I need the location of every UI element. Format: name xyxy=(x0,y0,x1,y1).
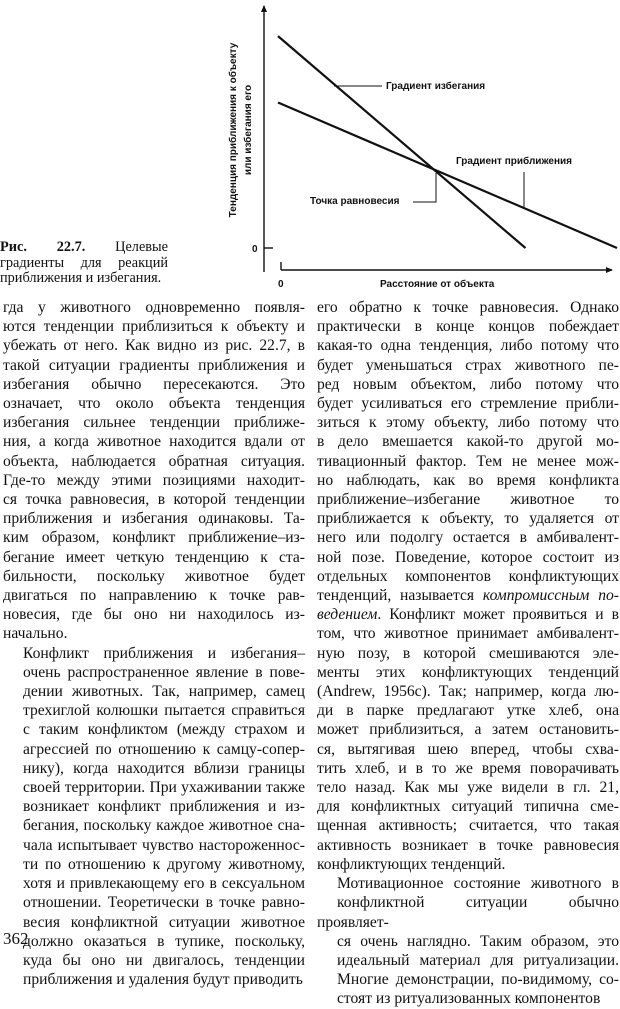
text-line: идеальный материал для ритуализации. xyxy=(337,951,619,969)
text-line: дении животных. Так, например, самец xyxy=(23,683,305,701)
text-line: бильности, поскольку животное будет xyxy=(3,567,305,585)
paragraph xyxy=(3,298,305,644)
paragraph xyxy=(3,644,305,990)
text-line: ются тенденции приблизиться к объекту и xyxy=(3,318,305,336)
y-axis-label-line-2: или избегания его xyxy=(243,84,254,176)
text-line: приближения и удаления будут приводить xyxy=(23,971,303,989)
text-line: ведением. Конфликт может проявиться и в xyxy=(317,606,619,624)
paragraph xyxy=(317,874,619,1008)
text-line: нику), когда находится вблизи границы xyxy=(23,759,305,777)
text-line: бегание имеет четкую тенденцию к ста- xyxy=(3,548,305,566)
text-line: тить хлеб, и в то же время поворачивать xyxy=(317,759,619,777)
text-line: Мотивационное состояние животного в xyxy=(337,875,619,893)
text-line: какая-то одна тенденция, либо потому что xyxy=(317,337,619,355)
text-line: ди в парке предлагают утке хлеб, она xyxy=(317,702,619,720)
text-line: тело назад. Как мы уже видели в гл. 21, xyxy=(317,779,619,797)
text-line: может приблизиться, а затем остановить- xyxy=(317,721,619,739)
text-line: Конфликт приближения и избегания– xyxy=(23,644,305,662)
text-line: избегания сильнее тенденции приближе- xyxy=(3,414,305,432)
text-line: его обратно к точке равновесия. Однако xyxy=(317,299,619,316)
text-line: стоят из ритуализованных компонентов xyxy=(337,990,601,1008)
figure-caption xyxy=(0,240,168,287)
figure-22-7 xyxy=(0,0,620,290)
text-line: такой ситуации градиенты приближения и xyxy=(3,356,305,374)
text-line: начально. xyxy=(3,625,68,643)
text-line: ную позу, в которой смешиваются эле- xyxy=(317,644,619,662)
text-line: убежать от него. Как видно из рис. 22.7, в xyxy=(3,337,305,355)
text-line: должно оказаться в тупике, поскольку, xyxy=(23,932,305,950)
left-text-column xyxy=(3,298,305,989)
text-line: него или подолгу остается в амбивалент- xyxy=(317,529,619,547)
text-line: ред новым объектом, либо потому что xyxy=(317,375,619,393)
text-line: ким образом, конфликт приближение–из- xyxy=(3,529,305,547)
text-line: для конфликтных ситуаций типична сме- xyxy=(317,798,619,816)
text-line: избегания обычно пересекаются. Это xyxy=(3,375,305,393)
text-line: ния, а когда животное находится вдали от xyxy=(3,433,305,451)
text-line: куда бы оно ни двигалось, тенденции xyxy=(23,951,305,969)
text-line: весия конфликтной ситуации животное xyxy=(23,913,305,931)
text-line: приближение–избегание животное то xyxy=(317,491,619,509)
text-line: трехиглой колюшки пытается справиться xyxy=(23,702,305,720)
text-line: том, что животное принимает амбивалент- xyxy=(317,625,619,643)
text-line: в дело вмешается какой-то другой мо- xyxy=(317,433,619,451)
page-number: 362 xyxy=(3,929,29,948)
text-line: тивационный фактор. Тем не менее мож- xyxy=(317,452,619,470)
caption-text: Целевые градиенты для реакций приближения и избегания. xyxy=(0,239,168,286)
x-axis-label: Расстояние от объекта xyxy=(380,279,495,290)
text-line: будет усиливаться его стремление прибли- xyxy=(317,395,619,413)
text-line: практически в конце концов побеждает xyxy=(317,318,619,336)
text-line: зиться к этому объекту, либо потому что xyxy=(317,414,619,432)
approach-gradient-label: Градиент приближения xyxy=(456,156,572,167)
y-tick-label: 0 xyxy=(252,244,258,255)
text-line: бегания, поскольку каждое животное сна- xyxy=(23,817,305,835)
text-line: ся, вытягивая шею вперед, чтобы схва- xyxy=(317,740,619,758)
text-line: щенная активность; считается, что такая xyxy=(317,817,619,835)
text-line: активность возникает в точке равновесия xyxy=(317,836,619,854)
text-line: приближается к объекту, то удаляется от xyxy=(317,510,619,528)
avoidance-gradient-label: Градиент избегания xyxy=(386,81,486,92)
text-line: (Andrew, 1956c). Так; например, когда лю- xyxy=(317,683,619,701)
text-line: ти по отношению к другому животному, xyxy=(23,855,305,873)
y-axis-label-line-1: Тенденция приближения к объекту xyxy=(228,42,239,218)
text-line: очень распространенное явление в пове- xyxy=(23,663,305,681)
text-line: агрессией по отношению к самцу-сопер- xyxy=(23,740,305,758)
text-line: Где-то между этими позициями находит- xyxy=(3,471,305,489)
equilibrium-leader xyxy=(413,173,436,202)
caption-label: Рис. 22.7. xyxy=(0,239,86,255)
x-tick-label: 0 xyxy=(278,279,284,290)
right-text-column xyxy=(317,298,619,1009)
text-line: конфликтующих тенденций. xyxy=(317,855,506,873)
text-line: приближения и избегания одинаковы. Та- xyxy=(3,510,305,528)
text-line: своей территории. При ухаживании также xyxy=(23,779,305,797)
text-line: ной позе. Поведение, которое состоит из xyxy=(317,548,619,566)
text-line: объекта, наблюдается обратная ситуация. xyxy=(3,452,305,470)
text-line: но наблюдать, как во время конфликта xyxy=(317,471,619,489)
avoidance-gradient-line xyxy=(278,36,525,248)
approach-gradient-line xyxy=(278,102,617,248)
text-line: двигаться по направлению к точке рав- xyxy=(3,587,305,605)
text-line: менты этих конфликтующих тенденций xyxy=(317,663,619,681)
text-line: означает, что около объекта тенденция xyxy=(3,395,305,413)
paragraph xyxy=(317,298,619,874)
text-line: будет уменьшаться страх животного пе- xyxy=(317,356,619,374)
equilibrium-point-label: Точка равновесия xyxy=(310,196,400,207)
text-line: гда у животного одновременно появля- xyxy=(3,299,305,316)
text-line: конфликтной ситуации обычно проявляет- xyxy=(317,894,619,931)
text-line: Многие демонстрации, по-видимому, со- xyxy=(337,971,619,989)
text-line: чала испытывает чувство настороженнос- xyxy=(23,836,305,854)
text-line: новесия, где бы оно ни находилось из- xyxy=(3,606,305,624)
text-line: возникает конфликт приближения и из- xyxy=(23,798,305,816)
text-line: ся точка равновесия, в которой тенденции xyxy=(3,491,305,509)
text-line: хотя и привлекающему его в сексуальном xyxy=(23,875,305,893)
text-line: с таким конфликтом (между страхом и xyxy=(23,721,305,739)
text-line: тенденций, называется компромиссным по- xyxy=(317,587,619,605)
text-line: отдельных компонентов конфликтующих xyxy=(317,567,619,585)
text-line: ся очень наглядно. Таким образом, это xyxy=(337,932,619,950)
text-line: отношении. Теоретически в точке равно- xyxy=(23,894,305,912)
